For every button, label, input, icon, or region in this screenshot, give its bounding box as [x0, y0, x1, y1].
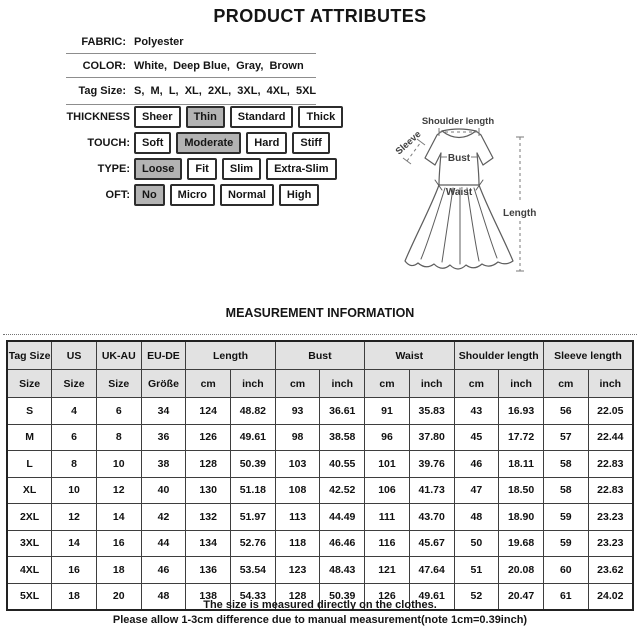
table-cell: 40 — [141, 477, 186, 504]
table-cell: 93 — [275, 398, 320, 425]
table-cell: 18.11 — [499, 451, 544, 478]
table-cell: 121 — [365, 557, 410, 584]
table-cell: 4XL — [7, 557, 52, 584]
table-cell: 20 — [96, 583, 141, 610]
table-cell: 18.50 — [499, 477, 544, 504]
column-unit-header: cm — [275, 370, 320, 398]
table-row — [7, 398, 633, 425]
table-row — [7, 530, 633, 557]
option-row-label: THICKNESS — [66, 111, 130, 123]
table-cell: 38 — [141, 451, 186, 478]
table-cell: 4 — [52, 398, 97, 425]
table-cell: 18 — [96, 557, 141, 584]
dotted-divider — [3, 334, 637, 335]
option-row-label: TYPE: — [97, 163, 130, 175]
shoulder-length-label: Shoulder length — [421, 116, 495, 127]
table-row — [7, 451, 633, 478]
table-cell: 58 — [543, 477, 588, 504]
attribute-row — [66, 54, 316, 78]
option-button[interactable]: Micro — [170, 184, 215, 206]
table-cell: 49.61 — [231, 424, 276, 451]
column-unit-header: cm — [543, 370, 588, 398]
attribute-row — [66, 78, 316, 105]
option-row — [0, 104, 340, 130]
table-cell: 23.23 — [588, 504, 633, 531]
table-cell: 18.90 — [499, 504, 544, 531]
table-cell: 22.44 — [588, 424, 633, 451]
table-cell: 130 — [186, 477, 231, 504]
column-unit-header: Size — [7, 370, 52, 398]
column-unit-header: Size — [52, 370, 97, 398]
table-cell: 36.61 — [320, 398, 365, 425]
option-button[interactable]: No — [134, 184, 165, 206]
table-cell: 47.64 — [409, 557, 454, 584]
option-button[interactable]: Thick — [298, 106, 343, 128]
table-cell: 108 — [275, 477, 320, 504]
table-cell: 41.73 — [409, 477, 454, 504]
table-cell: 8 — [96, 424, 141, 451]
column-group-header: Shoulder length — [454, 341, 543, 370]
table-cell: 23.62 — [588, 557, 633, 584]
table-cell: 101 — [365, 451, 410, 478]
table-cell: 47 — [454, 477, 499, 504]
table-cell: 12 — [52, 504, 97, 531]
table-cell: 42.52 — [320, 477, 365, 504]
table-cell: 12 — [96, 477, 141, 504]
option-row-label: TOUCH: — [87, 137, 130, 149]
table-cell: 10 — [96, 451, 141, 478]
option-row — [0, 156, 340, 182]
table-cell: 136 — [186, 557, 231, 584]
table-cell: 5XL — [7, 583, 52, 610]
dress-outline-icon — [405, 129, 513, 269]
option-button[interactable]: Sheer — [134, 106, 181, 128]
table-row — [7, 477, 633, 504]
option-button[interactable]: Hard — [246, 132, 287, 154]
table-cell: 19.68 — [499, 530, 544, 557]
option-button[interactable]: Extra-Slim — [266, 158, 336, 180]
table-cell: 96 — [365, 424, 410, 451]
table-cell: 24.02 — [588, 583, 633, 610]
table-cell: XL — [7, 477, 52, 504]
column-unit-header: cm — [454, 370, 499, 398]
table-cell: 113 — [275, 504, 320, 531]
option-button[interactable]: Loose — [134, 158, 182, 180]
option-button[interactable]: High — [279, 184, 319, 206]
table-cell: 6 — [52, 424, 97, 451]
attribute-list — [66, 30, 316, 105]
column-group-header: Sleeve length — [543, 341, 633, 370]
table-cell: 48.82 — [231, 398, 276, 425]
sleeve-label: Sleeve — [393, 128, 424, 158]
table-cell: 8 — [52, 451, 97, 478]
option-button[interactable]: Stiff — [292, 132, 329, 154]
option-button[interactable]: Normal — [220, 184, 274, 206]
table-cell: 48 — [141, 583, 186, 610]
table-cell: 10 — [52, 477, 97, 504]
table-cell: 40.55 — [320, 451, 365, 478]
table-cell: 42 — [141, 504, 186, 531]
table-cell: 16 — [96, 530, 141, 557]
table-cell: 126 — [365, 583, 410, 610]
table-cell: 128 — [186, 451, 231, 478]
table-cell: 17.72 — [499, 424, 544, 451]
column-group-header: UK-AU — [96, 341, 141, 370]
measure-lines-icon — [403, 128, 524, 271]
table-cell: 138 — [186, 583, 231, 610]
table-cell: 132 — [186, 504, 231, 531]
attribute-label: FABRIC: — [81, 35, 126, 48]
column-group-header: Bust — [275, 341, 364, 370]
size-table-head — [7, 341, 633, 398]
table-cell: 20.47 — [499, 583, 544, 610]
column-unit-header: cm — [186, 370, 231, 398]
table-cell: 56 — [543, 398, 588, 425]
option-button[interactable]: Fit — [187, 158, 216, 180]
table-cell: 53.54 — [231, 557, 276, 584]
table-cell: 51.18 — [231, 477, 276, 504]
size-table-body — [7, 398, 633, 611]
option-buttons — [134, 132, 330, 154]
length-label: Length — [503, 208, 537, 219]
column-group-header: EU-DE — [141, 341, 186, 370]
table-cell: 46 — [141, 557, 186, 584]
table-cell: 20.08 — [499, 557, 544, 584]
table-row — [7, 557, 633, 584]
table-cell: 57 — [543, 424, 588, 451]
option-row-label: OFT: — [105, 189, 130, 201]
option-rows — [0, 104, 340, 208]
column-unit-header: inch — [409, 370, 454, 398]
column-unit-header: inch — [231, 370, 276, 398]
table-cell: 59 — [543, 504, 588, 531]
table-cell: 49.61 — [409, 583, 454, 610]
table-cell: 111 — [365, 504, 410, 531]
column-group-header: US — [52, 341, 97, 370]
table-cell: 50.39 — [231, 451, 276, 478]
table-cell: M — [7, 424, 52, 451]
option-row — [0, 182, 340, 208]
header-row-units — [7, 370, 633, 398]
table-cell: 16 — [52, 557, 97, 584]
table-cell: 52 — [454, 583, 499, 610]
table-cell: 14 — [52, 530, 97, 557]
table-cell: 39.76 — [409, 451, 454, 478]
table-cell: 16.93 — [499, 398, 544, 425]
table-cell: 43.70 — [409, 504, 454, 531]
table-cell: 48 — [454, 504, 499, 531]
table-cell: 116 — [365, 530, 410, 557]
table-cell: 106 — [365, 477, 410, 504]
attribute-label: Tag Size: — [78, 85, 126, 97]
table-cell: 128 — [275, 583, 320, 610]
column-unit-header: inch — [499, 370, 544, 398]
attribute-row — [66, 30, 316, 54]
table-cell: 52.76 — [231, 530, 276, 557]
table-cell: 61 — [543, 583, 588, 610]
option-button[interactable]: Slim — [222, 158, 261, 180]
column-unit-header: inch — [320, 370, 365, 398]
column-unit-header: cm — [365, 370, 410, 398]
table-cell: 38.58 — [320, 424, 365, 451]
table-cell: 91 — [365, 398, 410, 425]
bust-label: Bust — [447, 153, 471, 164]
table-row — [7, 504, 633, 531]
table-row — [7, 424, 633, 451]
table-cell: 2XL — [7, 504, 52, 531]
table-cell: 103 — [275, 451, 320, 478]
table-cell: 45.67 — [409, 530, 454, 557]
table-cell: 46.46 — [320, 530, 365, 557]
waist-label: Waist — [445, 187, 473, 198]
table-cell: 50.39 — [320, 583, 365, 610]
table-cell: 36 — [141, 424, 186, 451]
footer-note-2: Please allow 1-3cm difference due to manual measurement(note 1cm=0.39inch) — [112, 614, 528, 626]
table-cell: 22.05 — [588, 398, 633, 425]
table-cell: 58 — [543, 451, 588, 478]
table-cell: 6 — [96, 398, 141, 425]
table-cell: 46 — [454, 451, 499, 478]
option-buttons — [134, 184, 319, 206]
option-buttons — [134, 106, 343, 128]
table-cell: 37.80 — [409, 424, 454, 451]
table-cell: 50 — [454, 530, 499, 557]
column-unit-header: Größe — [141, 370, 186, 398]
attribute-label: COLOR: — [82, 59, 126, 72]
table-cell: 48.43 — [320, 557, 365, 584]
table-cell: 35.83 — [409, 398, 454, 425]
column-group-header: Tag Size — [7, 341, 52, 370]
table-cell: 14 — [96, 504, 141, 531]
header-row-groups — [7, 341, 633, 370]
table-cell: 126 — [186, 424, 231, 451]
attribute-value: Polyester — [134, 35, 184, 48]
table-cell: 44.49 — [320, 504, 365, 531]
option-row — [0, 130, 340, 156]
table-cell: 34 — [141, 398, 186, 425]
table-cell: 3XL — [7, 530, 52, 557]
table-cell: S — [7, 398, 52, 425]
option-button[interactable]: Thin — [186, 106, 225, 128]
table-cell: 22.83 — [588, 477, 633, 504]
option-buttons — [134, 158, 337, 180]
table-cell: 98 — [275, 424, 320, 451]
option-button[interactable]: Moderate — [176, 132, 241, 154]
table-cell: L — [7, 451, 52, 478]
measurement-title: MEASUREMENT INFORMATION — [225, 306, 415, 320]
table-cell: 124 — [186, 398, 231, 425]
option-button[interactable]: Standard — [230, 106, 294, 128]
table-cell: 18 — [52, 583, 97, 610]
table-cell: 45 — [454, 424, 499, 451]
table-cell: 54.33 — [231, 583, 276, 610]
column-group-header: Waist — [365, 341, 454, 370]
table-cell: 123 — [275, 557, 320, 584]
column-unit-header: inch — [588, 370, 633, 398]
table-cell: 51.97 — [231, 504, 276, 531]
size-table-wrap — [6, 340, 634, 611]
table-cell: 60 — [543, 557, 588, 584]
table-cell: 44 — [141, 530, 186, 557]
table-cell: 118 — [275, 530, 320, 557]
dress-diagram — [385, 95, 640, 295]
attribute-value: White, Deep Blue, Gray, Brown — [134, 59, 304, 72]
size-table — [6, 340, 634, 611]
table-cell: 51 — [454, 557, 499, 584]
table-cell: 23.23 — [588, 530, 633, 557]
column-group-header: Length — [186, 341, 275, 370]
table-cell: 22.83 — [588, 451, 633, 478]
table-cell: 59 — [543, 530, 588, 557]
footer-note-1: The size is measured directly on the clothes. — [203, 599, 437, 611]
page-title: PRODUCT ATTRIBUTES — [213, 6, 427, 26]
attribute-value: S, M, L, XL, 2XL, 3XL, 4XL, 5XL — [134, 85, 317, 97]
table-cell: 43 — [454, 398, 499, 425]
table-cell: 134 — [186, 530, 231, 557]
option-button[interactable]: Soft — [134, 132, 171, 154]
column-unit-header: Size — [96, 370, 141, 398]
